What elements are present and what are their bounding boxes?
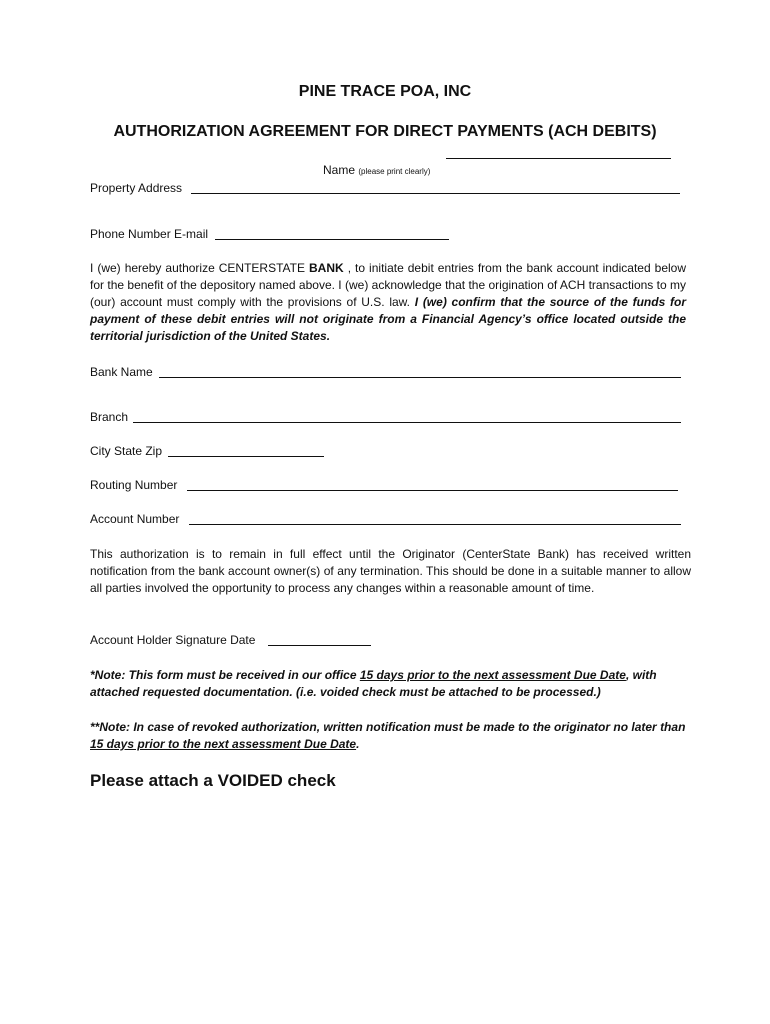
signature-date-label: Account Holder Signature Date [90,633,256,647]
authorization-confirm-text: I (we) confirm that the source of the funds for payment of these debit entries will not originate from a Financial Agency’s office located outside the territorial jurisdiction of the United States. [90,295,686,343]
signature-date-field[interactable] [268,645,371,646]
note-1-text-b: , with attached requested documentation. (i.e. voided check must be attached to be processed.) [90,668,657,699]
city-state-zip-field[interactable] [168,456,324,457]
phone-email-field[interactable] [215,239,449,240]
authorization-paragraph [90,260,686,345]
account-number-label: Account Number [90,512,180,526]
name-label-row [323,163,430,177]
attach-voided-check: Please attach a VOIDED check [90,771,336,790]
bank-name-field[interactable] [159,377,681,378]
property-address-label: Property Address [90,181,183,195]
effect-paragraph: This authorization is to remain in full effect until the Originator (CenterState Bank) has received written notification from the bank account owner(s) of any termination. This should be done in a suitable manner to allow all parties involved the opportunity to process any changes within a reasonable amount of time. [90,547,691,595]
routing-number-field[interactable] [187,490,678,491]
form-title: AUTHORIZATION AGREEMENT FOR DIRECT PAYMENTS (ACH DEBITS) [113,123,657,140]
bank-name-label: Bank Name [90,365,153,379]
name-hint: (please print clearly) [358,167,431,176]
note-1 [90,667,700,701]
name-label: Name [323,163,356,177]
note-1-deadline: 15 days prior to the next assessment Due Date [359,668,626,682]
note-1-text-a: *Note: This form must be received in our office [90,668,360,682]
property-address-field[interactable] [191,193,680,194]
name-underline[interactable] [446,158,671,159]
city-state-zip-label: City State Zip [90,444,163,458]
account-number-field[interactable] [189,524,681,525]
branch-label: Branch [90,410,129,424]
note-2-text-b: . [356,737,360,751]
routing-number-label: Routing Number [90,478,178,492]
note-2-deadline: 15 days prior to the next assessment Due Date [90,737,357,751]
branch-field[interactable] [133,422,681,423]
authorization-text-2: , to initiate debit entries from the bank account indicated below for the benefit of the depository named above. I (we) acknowledge that the origination of ACH transactions to my (our) account must comply with the provisions of U.S. law. [90,261,686,309]
phone-email-label: Phone Number E-mail [90,227,209,241]
organization-title: PINE TRACE POA, INC [298,83,472,100]
note-2-text-a: **Note: In case of revoked authorization, written notification must be made to the originator no later than [90,720,686,734]
authorization-text-1: I (we) hereby authorize CENTERSTATE [90,261,310,275]
note-2 [90,719,700,753]
authorization-bank: BANK [309,261,344,275]
